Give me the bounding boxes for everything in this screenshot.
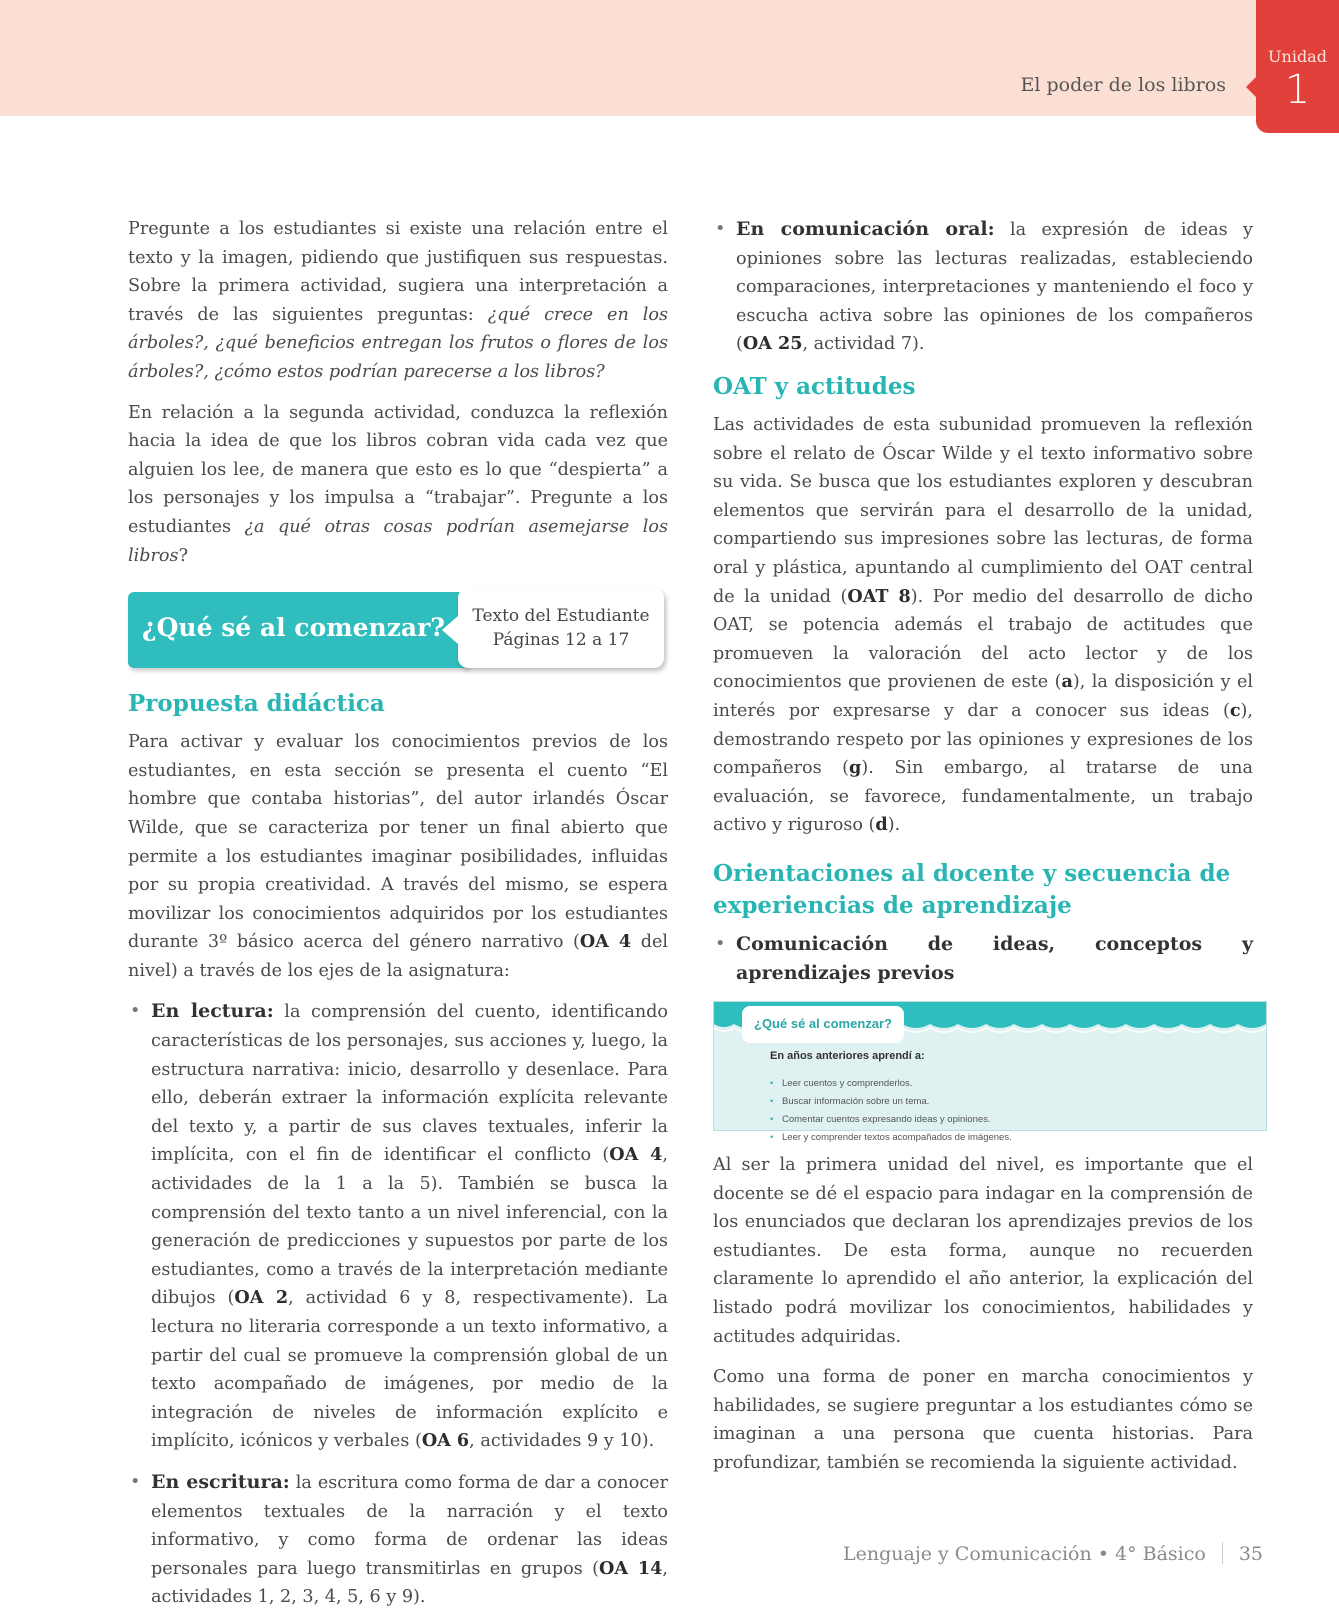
text-run: Para activar y evaluar los conocimientos previos de los estudiantes, en esta sección se presenta el cuento “El hombre que contaba historias”, del autor irlandés Óscar Wilde, que se caracteriza por tener un final abierto que permite a los estudiantes imaginar posibilidades, influidas por su propia creatividad. A través del mismo, se espera movilizar los conocimientos adquiridos por los estudiantes durante 3º básico acerca del género narrativo (	[128, 732, 668, 953]
text-run: , actividad 7).	[802, 334, 925, 355]
footer-separator	[1222, 1542, 1223, 1564]
page-footer	[843, 1542, 1263, 1565]
paragraph-propuesta	[128, 728, 668, 985]
list-item-comunicacion-oral	[713, 215, 1253, 359]
attitude-code: d	[875, 814, 888, 836]
text-run: ), demostrando respeto por las opiniones y expresiones de los compañeros (	[713, 700, 1253, 779]
right-column	[713, 215, 1253, 1490]
bullet-lead: En lectura:	[151, 1000, 274, 1023]
banner-ref-book: Texto del Estudiante	[472, 606, 650, 627]
paragraph-oat	[713, 411, 1253, 840]
paragraph-primera-unidad: Al ser la primera unidad del nivel, es importante que el docente se dé el espacio para indagar en la comprensión de los enunciados que declaran los aprendizajes previos de los estudiantes. De esta forma, aunque no recuerden claramente lo aprendido el año anterior, la explicación del listado podrá movilizar los conocimientos, habilidades y actitudes adquiridas.	[713, 1155, 1253, 1347]
banner-reference-box	[458, 588, 664, 668]
attitude-code: g	[849, 757, 862, 779]
text-run: la comprensión del cuento, identificando características de los personajes, sus acciones y, luego, la estructura narrativa: inicio, desarrollo y desenlace. Para ello, deberán extraer la información explícita relevante del texto y, a partir de sus claves textuales, inferir la implícita, con el fin de identificar el conflicto (	[151, 1002, 668, 1166]
oat-code: OAT 8	[847, 585, 911, 607]
paragraph-poner-en-marcha: Como una forma de poner en marcha conocimientos y habilidades, se sugiere preguntar a los estudiantes cómo se imaginan a una persona que cuenta historias. Para profundizar, también se recomienda la siguiente actividad.	[713, 1367, 1253, 1473]
list-item: • Buscar información sobre un tema.	[770, 1093, 1012, 1111]
list-item-comunicacion-ideas	[713, 930, 1253, 989]
list-item-lectura	[128, 997, 668, 1456]
oa-code: OA 4	[609, 1144, 663, 1166]
oa-code: OA 6	[421, 1430, 470, 1452]
heading-propuesta-didactica: Propuesta didáctica	[128, 690, 385, 718]
list-item-escritura	[128, 1468, 668, 1612]
text-run: ). Por medio del desarrollo de dicho OAT, se potencia además el trabajo de actitudes que promueven la valoración del acto lector y de los conocimientos que provienen de este (	[713, 586, 1253, 693]
bullet-lead: Comunicación de ideas, conceptos y aprendizajes previos	[736, 932, 1253, 985]
text-run: ), la disposición y el interés por expresarse y dar a conocer sus ideas (	[713, 672, 1253, 721]
paragraph-intro	[128, 215, 668, 387]
text-run: En relación a la segunda actividad, conduzca la reflexión hacia la idea de que los libros cobran vida cada vez que alguien los lee, de manera que esto es lo que “despierta” a los personajes y los impulsa a “trabajar”. Pregunte a los estudiantes	[128, 402, 668, 537]
que-se-al-comenzar-banner	[128, 588, 668, 670]
text-run: ).	[887, 815, 901, 836]
banner-title: ¿Qué sé al comenzar?	[142, 613, 445, 643]
footer-subject: Lenguaje y Comunicación • 4° Básico	[843, 1543, 1206, 1565]
unit-label: Unidad	[1268, 47, 1327, 66]
section-title: El poder de los libros	[1020, 74, 1226, 96]
page-number: 35	[1238, 1543, 1263, 1565]
text-run: , actividades 1, 2, 3, 4, 5, 6 y 9).	[151, 1558, 668, 1608]
text-run: , actividades de la 1 a la 5). También se busca la comprensión del texto tanto a un nivel inferencial, con la generación de predicciones y supuestos por parte de los estudiantes, como a través de la interpretación mediante dibujos (	[151, 1145, 669, 1309]
left-column	[128, 215, 668, 1624]
attitude-code: c	[1229, 699, 1241, 721]
text-run: Pregunte a los estudiantes si existe una relación entre el texto y la imagen, pidiendo que justifiquen sus respuestas. Sobre la primera actividad, sugiera una interpretación a través de las siguientes preguntas:	[128, 219, 668, 325]
question-italic: ¿a qué otras cosas podrían asemejarse los libros	[128, 516, 668, 566]
heading-orientaciones: Orientaciones al docente y secuencia de experiencias de aprendizaje	[713, 859, 1231, 919]
list-item: • Leer y comprender textos acompañados de imágenes.	[770, 1129, 1012, 1147]
banner-ref-pages: Páginas 12 a 17	[492, 630, 630, 651]
bullet-lead: En comunicación oral:	[736, 218, 995, 240]
header-band	[0, 0, 1339, 116]
text-run: ). Sin embargo, al tratarse de una evaluación, se favorece, fundamentalmente, un trabajo activo y riguroso (	[713, 758, 1253, 836]
thumbnail-tag: ¿Qué sé al comenzar?	[742, 1006, 904, 1043]
paragraph-second-activity	[128, 399, 668, 571]
oa-code: OA 4	[579, 931, 632, 953]
heading-oat-actitudes: OAT y actitudes	[713, 372, 916, 400]
list-item: • Comentar cuentos expresando ideas y opiniones.	[770, 1111, 1012, 1129]
banner-pointer	[442, 616, 458, 644]
thumbnail-heading: En años anteriores aprendí a:	[770, 1050, 925, 1063]
unit-tab	[1256, 0, 1339, 133]
text-run: , actividades 9 y 10).	[469, 1431, 655, 1452]
question-italic: ¿qué crece en los árboles?, ¿qué beneficios entregan los frutos o flores de los árboles?, ¿cómo estos podrían parecerse a los libros?	[128, 304, 668, 382]
com-list	[713, 930, 1253, 989]
text-run: la expresión de ideas y opiniones sobre las lecturas realizadas, estableciendo comparaciones, interpretaciones y manteniendo el foco y escucha activa sobre las opiniones de los compañeros (	[736, 220, 1253, 355]
axes-list	[128, 997, 668, 1611]
list-item: • Leer cuentos y comprenderlos.	[770, 1075, 1012, 1093]
que-se-al-comenzar-thumbnail	[713, 1001, 1267, 1143]
text-run: del nivel) a través de los ejes de la asignatura:	[128, 932, 668, 981]
unit-number: 1	[1284, 67, 1311, 113]
bullet-lead: En escritura:	[151, 1470, 290, 1493]
oa-code: OA 14	[599, 1557, 663, 1579]
oa-code: OA 2	[234, 1287, 289, 1309]
banner-title-box	[128, 592, 468, 668]
text-run: , actividad 6 y 8, respectivamente). La lectura no literaria corresponde a un texto informativo, a partir del cual se promueve la comprensión global de un texto acompañado de imágenes, por medio de la integración de niveles de información explícito e implícito, icónicos y verbales (	[151, 1288, 669, 1452]
oa-code: OA 25	[742, 333, 803, 355]
text-run: la escritura como forma de dar a conocer elementos textuales de la narración y el texto informativo, y como forma de ordenar las ideas personales para luego transmitirlas en grupos (	[151, 1472, 668, 1579]
attitude-code: a	[1061, 671, 1073, 693]
thumbnail-content	[770, 1042, 1012, 1147]
thumbnail-list	[770, 1075, 1012, 1147]
unit-tab-notch	[1246, 77, 1256, 97]
oral-list	[713, 215, 1253, 359]
text-run: Las actividades de esta subunidad promueven la reflexión sobre el relato de Óscar Wilde y el texto informativo sobre su vida. Se busca que los estudiantes exploren y descubran elementos que servirán para el desarrollo de la unidad, compartiendo sus impresiones sobre las lecturas, de forma oral y plástica, apuntando al cumplimiento del OAT central de la unidad (	[713, 414, 1253, 607]
text-run: ?	[178, 545, 188, 566]
